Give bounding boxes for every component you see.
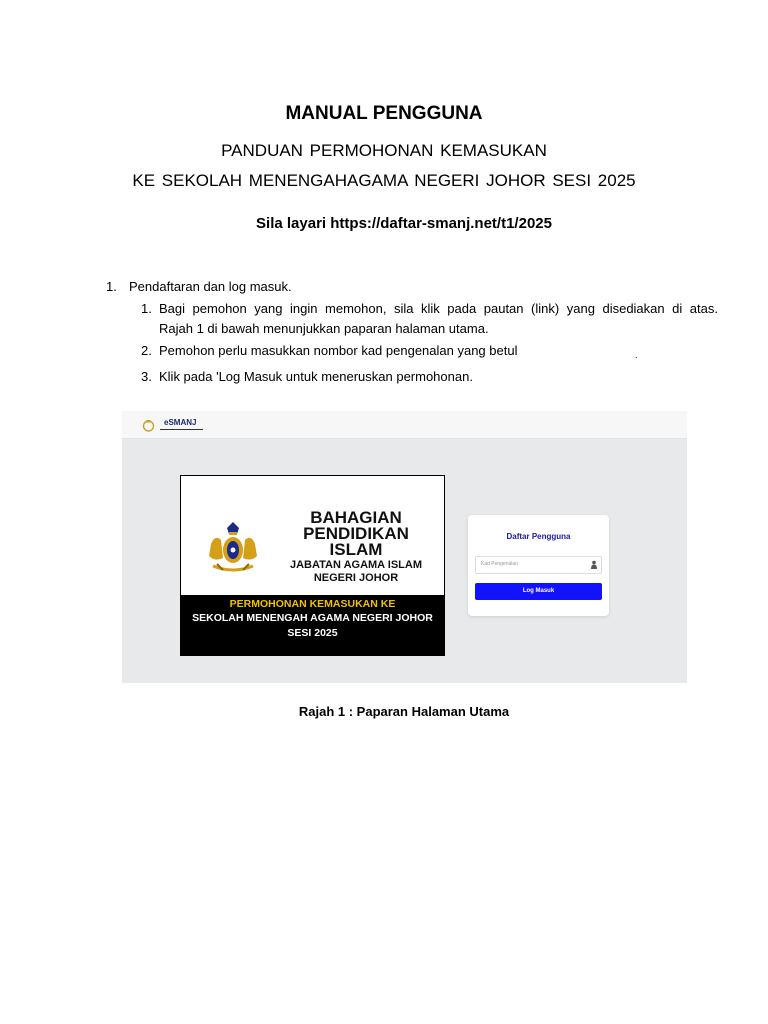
- document-title: MANUAL PENGGUNA: [285, 103, 483, 124]
- crest-icon: [142, 419, 155, 432]
- sublist-number-3: 3.: [141, 369, 152, 384]
- sublist-number-1: 1.: [141, 301, 152, 316]
- banner-line-4: JABATAN AGAMA ISLAM: [290, 559, 422, 571]
- document-subtitle-1: PANDUAN PERMOHONAN KEMASUKAN: [221, 141, 547, 160]
- log-masuk-button[interactable]: Log Masuk: [475, 583, 602, 600]
- banner-white-text-2: SESI 2025: [287, 627, 338, 639]
- johor-crest-icon: [203, 518, 263, 578]
- figure-caption: Rajah 1 : Paparan Halaman Utama: [298, 704, 510, 719]
- brand-name: eSMANJ: [164, 418, 197, 427]
- sublist-item-1-line-1: Bagi pemohon yang ingin memohon, sila klik pada pautan (link) yang disediakan di atas.: [159, 301, 718, 316]
- list-item-1: Pendaftaran dan log masuk.: [129, 279, 292, 294]
- ic-number-input[interactable]: [475, 556, 602, 574]
- list-number-1: 1.: [106, 279, 117, 294]
- document-subtitle-2: KE SEKOLAH MENENGAHAGAMA NEGERI JOHOR SESI 2025: [132, 171, 636, 190]
- login-card-title: Daftar Pengguna: [506, 532, 571, 541]
- screenshot-header-bar: [122, 411, 687, 439]
- banner-white-text-1: SEKOLAH MENENGAH AGAMA NEGERI JOHOR: [192, 612, 433, 624]
- banner-line-2: PENDIDIKAN: [303, 524, 409, 543]
- banner-line-5: NEGERI JOHOR: [313, 572, 399, 584]
- login-card: [468, 515, 609, 616]
- banner-line-1: BAHAGIAN: [310, 508, 402, 527]
- department-banner: [180, 475, 445, 656]
- user-icon: [591, 560, 597, 569]
- sublist-item-3: Klik pada 'Log Masuk untuk meneruskan permohonan.: [159, 369, 473, 384]
- banner-yellow-text: PERMOHONAN KEMASUKAN KE: [229, 598, 396, 610]
- ic-number-placeholder: Kad Pengenalan: [481, 561, 518, 567]
- banner-line-3: ISLAM: [329, 540, 383, 559]
- brand-underline: [160, 429, 203, 430]
- sublist-number-2: 2.: [141, 343, 152, 358]
- stray-dot: .: [635, 350, 638, 360]
- homepage-screenshot: [122, 411, 687, 683]
- sublist-item-2: Pemohon perlu masukkan nombor kad pengenalan yang betul: [159, 343, 518, 358]
- sublist-item-1-line-2: Rajah 1 di bawah menunjukkan paparan halaman utama.: [159, 321, 489, 336]
- url-instruction: Sila layari https://daftar-smanj.net/t1/2025: [256, 215, 552, 232]
- banner-black-bar: [181, 595, 444, 655]
